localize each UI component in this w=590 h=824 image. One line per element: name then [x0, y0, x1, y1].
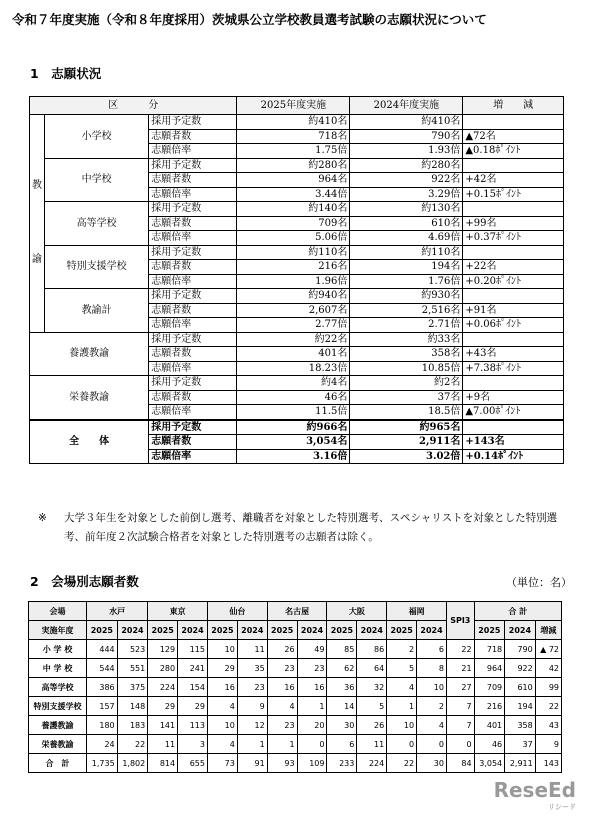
year-header: 2025	[327, 621, 357, 640]
cell-y2025: 約966名	[237, 420, 350, 435]
corner-venue: 会場	[29, 602, 87, 621]
venue-cell: 8	[417, 659, 447, 678]
note-mark: ※	[38, 512, 47, 524]
venue-cell: 280	[148, 659, 178, 678]
cell-item: 採用予定数	[149, 115, 237, 130]
venue-cell: 24	[87, 735, 118, 754]
venue-cell: 16	[297, 678, 327, 697]
application-status-table	[29, 96, 564, 464]
venue-table	[28, 601, 562, 773]
venue-cell: 0	[297, 735, 327, 754]
row-label: 合 計	[29, 754, 87, 773]
year-header: 2025	[87, 621, 118, 640]
venue-cell: 922	[505, 659, 536, 678]
venue-cell: 9	[237, 697, 267, 716]
cell-y2024: 1.76倍	[350, 274, 463, 289]
row-label: 養護教諭	[29, 716, 87, 735]
vertical-char: 諭	[32, 254, 42, 266]
cell-item: 採用予定数	[149, 332, 237, 347]
venue-cell: 0	[417, 735, 447, 754]
note-text: 大学３年生を対象とした前倒し選考、離職者を対象とした特別選考、スペシャリストを対象とした特別選考、前年度２次試験合格者を対象とした特別選考の志願者は除く。	[64, 512, 558, 543]
venue-header: 仙台	[207, 602, 267, 621]
venue-cell: 11	[237, 640, 267, 659]
venue-cell: 709	[474, 678, 505, 697]
cell-diff: ▲7.00ﾎﾟｲﾝﾄ	[463, 405, 564, 420]
venue-cell: 790	[505, 640, 536, 659]
venue-cell: 4	[207, 735, 237, 754]
cell-diff: ▲72名	[463, 129, 564, 144]
group-name: 特別支援学校	[45, 245, 149, 289]
cell-y2025: 11.5倍	[237, 405, 350, 420]
cell-y2025: 約940名	[237, 289, 350, 304]
row-label: 中 学 校	[29, 659, 87, 678]
group-name: 教諭計	[45, 289, 149, 333]
status-row	[30, 245, 564, 260]
year-header: 2024	[357, 621, 387, 640]
cell-diff	[463, 115, 564, 130]
cell-diff	[463, 376, 564, 391]
venue-cell: 2	[417, 697, 447, 716]
venue-cell: 10	[417, 678, 447, 697]
venue-cell: 21	[446, 659, 474, 678]
cell-y2024: 194名	[350, 260, 463, 275]
cell-item: 志願倍率	[149, 318, 237, 333]
cell-y2024: 約110名	[350, 245, 463, 260]
venue-cell: 16	[267, 678, 297, 697]
venue-cell: 129	[148, 640, 178, 659]
row-label: 栄養教諭	[29, 735, 87, 754]
venue-cell: 29	[178, 697, 208, 716]
cell-item: 志願者数	[149, 173, 237, 188]
row-label: 特別支援学校	[29, 697, 87, 716]
venue-cell: 401	[474, 716, 505, 735]
cell-diff	[463, 420, 564, 435]
header-diff: 増 減	[463, 97, 564, 115]
venue-cell: 7	[446, 716, 474, 735]
cell-y2025: 216名	[237, 260, 350, 275]
group-name: 高等学校	[45, 202, 149, 246]
venue-row	[29, 678, 562, 697]
venue-cell: 11	[148, 735, 178, 754]
venue-cell: 551	[117, 659, 148, 678]
venue-cell: 0	[387, 735, 417, 754]
year-header: 2025	[267, 621, 297, 640]
cell-diff	[463, 202, 564, 217]
cell-item: 志願者数	[149, 260, 237, 275]
cell-item: 志願倍率	[149, 361, 237, 376]
venue-cell: 1	[387, 697, 417, 716]
venue-cell: 99	[535, 678, 561, 697]
cell-diff: ▲0.18ﾎﾟｲﾝﾄ	[463, 144, 564, 159]
cell-y2024: 10.85倍	[350, 361, 463, 376]
header-category: 区 分	[30, 97, 237, 115]
venue-cell: 2,911	[505, 754, 536, 773]
venue-cell: 3	[178, 735, 208, 754]
venue-cell: 6	[327, 735, 357, 754]
cell-y2025: 5.06倍	[237, 231, 350, 246]
cell-diff: +0.14ﾎﾟｲﾝﾄ	[463, 449, 564, 464]
venue-header: 東京	[148, 602, 208, 621]
year-header: 2025	[207, 621, 237, 640]
cell-y2024: 2,911名	[350, 435, 463, 450]
year-header: 2024	[237, 621, 267, 640]
cell-y2024: 2,516名	[350, 303, 463, 318]
cell-y2024: 3.02倍	[350, 449, 463, 464]
venue-header: 名古屋	[267, 602, 327, 621]
venue-cell: 0	[446, 735, 474, 754]
venue-cell: 27	[446, 678, 474, 697]
year-header: 2025	[474, 621, 505, 640]
cell-y2025: 401名	[237, 347, 350, 362]
cell-y2024: 610名	[350, 216, 463, 231]
cell-y2025: 2.77倍	[237, 318, 350, 333]
status-row	[30, 332, 564, 347]
venue-cell: 62	[327, 659, 357, 678]
venue-cell: 444	[87, 640, 118, 659]
venue-row	[29, 659, 562, 678]
venue-cell: 85	[327, 640, 357, 659]
year-header: 2024	[117, 621, 148, 640]
venue-cell: 1	[267, 735, 297, 754]
venue-cell: 23	[297, 659, 327, 678]
year-header: 2025	[387, 621, 417, 640]
cell-item: 志願者数	[149, 303, 237, 318]
cell-item: 志願倍率	[149, 144, 237, 159]
vertical-char: 教	[32, 180, 42, 192]
cell-y2025: 約4名	[237, 376, 350, 391]
year-header: 2024	[178, 621, 208, 640]
logo-text: ReseEd	[493, 778, 576, 802]
venue-cell: 37	[505, 735, 536, 754]
change-header: 増減	[535, 621, 561, 640]
cell-y2025: 約110名	[237, 245, 350, 260]
venue-cell: 10	[207, 640, 237, 659]
venue-cell: 93	[267, 754, 297, 773]
venue-cell: 16	[207, 678, 237, 697]
cell-y2025: 3.44倍	[237, 187, 350, 202]
venue-header: 福岡	[387, 602, 447, 621]
cell-diff	[463, 245, 564, 260]
venue-cell: 23	[267, 659, 297, 678]
venue-cell: 73	[207, 754, 237, 773]
venue-cell: 11	[357, 735, 387, 754]
venue-cell: 7	[446, 697, 474, 716]
venue-cell: 23	[237, 678, 267, 697]
group-name: 全 体	[30, 420, 149, 464]
cell-diff: +0.37ﾎﾟｲﾝﾄ	[463, 231, 564, 246]
cell-diff: +42名	[463, 173, 564, 188]
total-header: 合 計	[474, 602, 561, 621]
cell-y2025: 約22名	[237, 332, 350, 347]
cell-y2025: 18.23倍	[237, 361, 350, 376]
venue-cell: 115	[178, 640, 208, 659]
status-row	[30, 202, 564, 217]
venue-cell: 113	[178, 716, 208, 735]
venue-cell: 12	[237, 716, 267, 735]
venue-cell: 14	[327, 697, 357, 716]
cell-item: 志願者数	[149, 347, 237, 362]
venue-row	[29, 716, 562, 735]
venue-cell: 375	[117, 678, 148, 697]
venue-cell: 655	[178, 754, 208, 773]
cell-item: 志願倍率	[149, 187, 237, 202]
cell-y2025: 2,607名	[237, 303, 350, 318]
note	[38, 509, 578, 547]
venue-cell: 358	[505, 716, 536, 735]
status-row	[30, 376, 564, 391]
venue-cell: 84	[446, 754, 474, 773]
venue-cell: 157	[87, 697, 118, 716]
row-label: 小 学 校	[29, 640, 87, 659]
venue-cell: 194	[505, 697, 536, 716]
header-2024: 2024年度実施	[350, 97, 463, 115]
venue-cell: 22	[117, 735, 148, 754]
cell-y2024: 約280名	[350, 158, 463, 173]
cell-diff: +91名	[463, 303, 564, 318]
cell-item: 採用予定数	[149, 245, 237, 260]
header-2025: 2025年度実施	[237, 97, 350, 115]
venue-cell: 233	[327, 754, 357, 773]
venue-cell: 30	[417, 754, 447, 773]
venue-cell: 1,802	[117, 754, 148, 773]
status-row	[30, 420, 564, 435]
venue-cell: 386	[87, 678, 118, 697]
cell-y2025: 約280名	[237, 158, 350, 173]
venue-cell: ▲ 72	[535, 640, 561, 659]
section2-heading: 2 会場別志願者数	[30, 574, 139, 589]
venue-cell: 180	[87, 716, 118, 735]
cell-diff: +7.38ﾎﾟｲﾝﾄ	[463, 361, 564, 376]
cell-y2025: 1.75倍	[237, 144, 350, 159]
venue-cell: 814	[148, 754, 178, 773]
cell-y2025: 718名	[237, 129, 350, 144]
venue-cell: 9	[535, 735, 561, 754]
cell-y2025: 3.16倍	[237, 449, 350, 464]
venue-header: 大阪	[327, 602, 387, 621]
cell-diff: +0.20ﾎﾟｲﾝﾄ	[463, 274, 564, 289]
cell-diff: +99名	[463, 216, 564, 231]
cell-y2024: 4.69倍	[350, 231, 463, 246]
group-name: 養護教諭	[30, 332, 149, 376]
cell-diff: +143名	[463, 435, 564, 450]
cell-y2024: 1.93倍	[350, 144, 463, 159]
row-label: 高等学校	[29, 678, 87, 697]
venue-cell: 42	[535, 659, 561, 678]
venue-cell: 26	[267, 640, 297, 659]
venue-cell: 154	[178, 678, 208, 697]
cell-item: 採用予定数	[149, 376, 237, 391]
cell-y2024: 358名	[350, 347, 463, 362]
venue-cell: 143	[535, 754, 561, 773]
cell-y2024: 約33名	[350, 332, 463, 347]
cell-item: 志願者数	[149, 390, 237, 405]
venue-cell: 4	[387, 678, 417, 697]
venue-row	[29, 735, 562, 754]
group-name: 栄養教諭	[30, 376, 149, 420]
cell-diff: +9名	[463, 390, 564, 405]
cell-item: 採用予定数	[149, 202, 237, 217]
venue-cell: 964	[474, 659, 505, 678]
cell-y2024: 3.29倍	[350, 187, 463, 202]
venue-cell: 109	[297, 754, 327, 773]
venue-cell: 6	[417, 640, 447, 659]
venue-cell: 26	[357, 716, 387, 735]
cell-item: 志願倍率	[149, 405, 237, 420]
venue-cell: 216	[474, 697, 505, 716]
venue-cell: 2	[387, 640, 417, 659]
group-name: 中学校	[45, 158, 149, 202]
venue-cell: 1	[297, 697, 327, 716]
venue-cell: 10	[207, 716, 237, 735]
cell-y2025: 709名	[237, 216, 350, 231]
status-row	[30, 115, 564, 130]
venue-cell: 49	[297, 640, 327, 659]
cell-y2025: 約410名	[237, 115, 350, 130]
cell-y2024: 約410名	[350, 115, 463, 130]
venue-cell: 36	[327, 678, 357, 697]
venue-cell: 91	[237, 754, 267, 773]
cell-y2024: 790名	[350, 129, 463, 144]
venue-row	[29, 697, 562, 716]
cell-item: 採用予定数	[149, 420, 237, 435]
cell-y2024: 約130名	[350, 202, 463, 217]
cell-y2025: 964名	[237, 173, 350, 188]
venue-cell: 3,054	[474, 754, 505, 773]
logo-sub: リシード	[548, 803, 576, 811]
spi-header: SPI3	[446, 602, 474, 640]
status-row	[30, 289, 564, 304]
venue-cell: 35	[237, 659, 267, 678]
venue-cell: 32	[357, 678, 387, 697]
cell-y2025: 1.96倍	[237, 274, 350, 289]
cell-y2025: 約140名	[237, 202, 350, 217]
cell-item: 志願者数	[149, 216, 237, 231]
venue-cell: 718	[474, 640, 505, 659]
venue-cell: 10	[387, 716, 417, 735]
cell-diff	[463, 289, 564, 304]
cell-y2024: 約2名	[350, 376, 463, 391]
venue-cell: 64	[357, 659, 387, 678]
venue-cell: 86	[357, 640, 387, 659]
cell-item: 志願者数	[149, 129, 237, 144]
venue-cell: 1,735	[87, 754, 118, 773]
cell-y2024: 約965名	[350, 420, 463, 435]
cell-item: 志願倍率	[149, 449, 237, 464]
year-header: 2024	[297, 621, 327, 640]
cell-y2024: 37名	[350, 390, 463, 405]
venue-cell: 4	[417, 716, 447, 735]
venue-cell: 523	[117, 640, 148, 659]
cell-diff	[463, 332, 564, 347]
cell-y2025: 3,054名	[237, 435, 350, 450]
venue-cell: 20	[297, 716, 327, 735]
venue-cell: 610	[505, 678, 536, 697]
venue-cell: 544	[87, 659, 118, 678]
venue-cell: 23	[267, 716, 297, 735]
status-row	[30, 158, 564, 173]
unit-label: （単位：名）	[506, 576, 572, 589]
cell-diff: +22名	[463, 260, 564, 275]
venue-cell: 5	[357, 697, 387, 716]
venue-cell: 46	[474, 735, 505, 754]
cell-item: 志願倍率	[149, 274, 237, 289]
cell-y2024: 922名	[350, 173, 463, 188]
page-title: 令和７年度実施（令和８年度採用）茨城県公立学校教員選考試験の志願状況について	[12, 12, 487, 27]
venue-cell: 241	[178, 659, 208, 678]
cell-item: 採用予定数	[149, 158, 237, 173]
venue-cell: 22	[535, 697, 561, 716]
cell-y2025: 46名	[237, 390, 350, 405]
venue-cell: 43	[535, 716, 561, 735]
cell-y2024: 18.5倍	[350, 405, 463, 420]
venue-cell: 148	[117, 697, 148, 716]
section1-heading: 1 志願状況	[30, 66, 102, 81]
cell-item: 採用予定数	[149, 289, 237, 304]
teacher-vertical-label	[30, 115, 45, 333]
venue-row	[29, 754, 562, 773]
year-header: 2025	[148, 621, 178, 640]
year-header: 2024	[417, 621, 447, 640]
cell-diff: +0.15ﾎﾟｲﾝﾄ	[463, 187, 564, 202]
cell-diff	[463, 158, 564, 173]
venue-cell: 183	[117, 716, 148, 735]
venue-cell: 1	[237, 735, 267, 754]
cell-diff: +0.06ﾎﾟｲﾝﾄ	[463, 318, 564, 333]
group-name: 小学校	[45, 115, 149, 159]
venue-row	[29, 640, 562, 659]
cell-item: 志願倍率	[149, 231, 237, 246]
cell-y2024: 約930名	[350, 289, 463, 304]
corner-year: 実施年度	[29, 621, 87, 640]
venue-cell: 224	[357, 754, 387, 773]
year-header: 2024	[505, 621, 536, 640]
venue-cell: 30	[327, 716, 357, 735]
cell-diff: +43名	[463, 347, 564, 362]
venue-header: 水戸	[87, 602, 148, 621]
venue-cell: 4	[207, 697, 237, 716]
cell-item: 志願者数	[149, 435, 237, 450]
cell-y2024: 2.71倍	[350, 318, 463, 333]
venue-cell: 4	[267, 697, 297, 716]
resed-logo	[494, 778, 576, 812]
venue-cell: 22	[387, 754, 417, 773]
venue-cell: 29	[207, 659, 237, 678]
venue-cell: 5	[387, 659, 417, 678]
venue-cell: 29	[148, 697, 178, 716]
venue-cell: 224	[148, 678, 178, 697]
venue-cell: 22	[446, 640, 474, 659]
venue-cell: 141	[148, 716, 178, 735]
